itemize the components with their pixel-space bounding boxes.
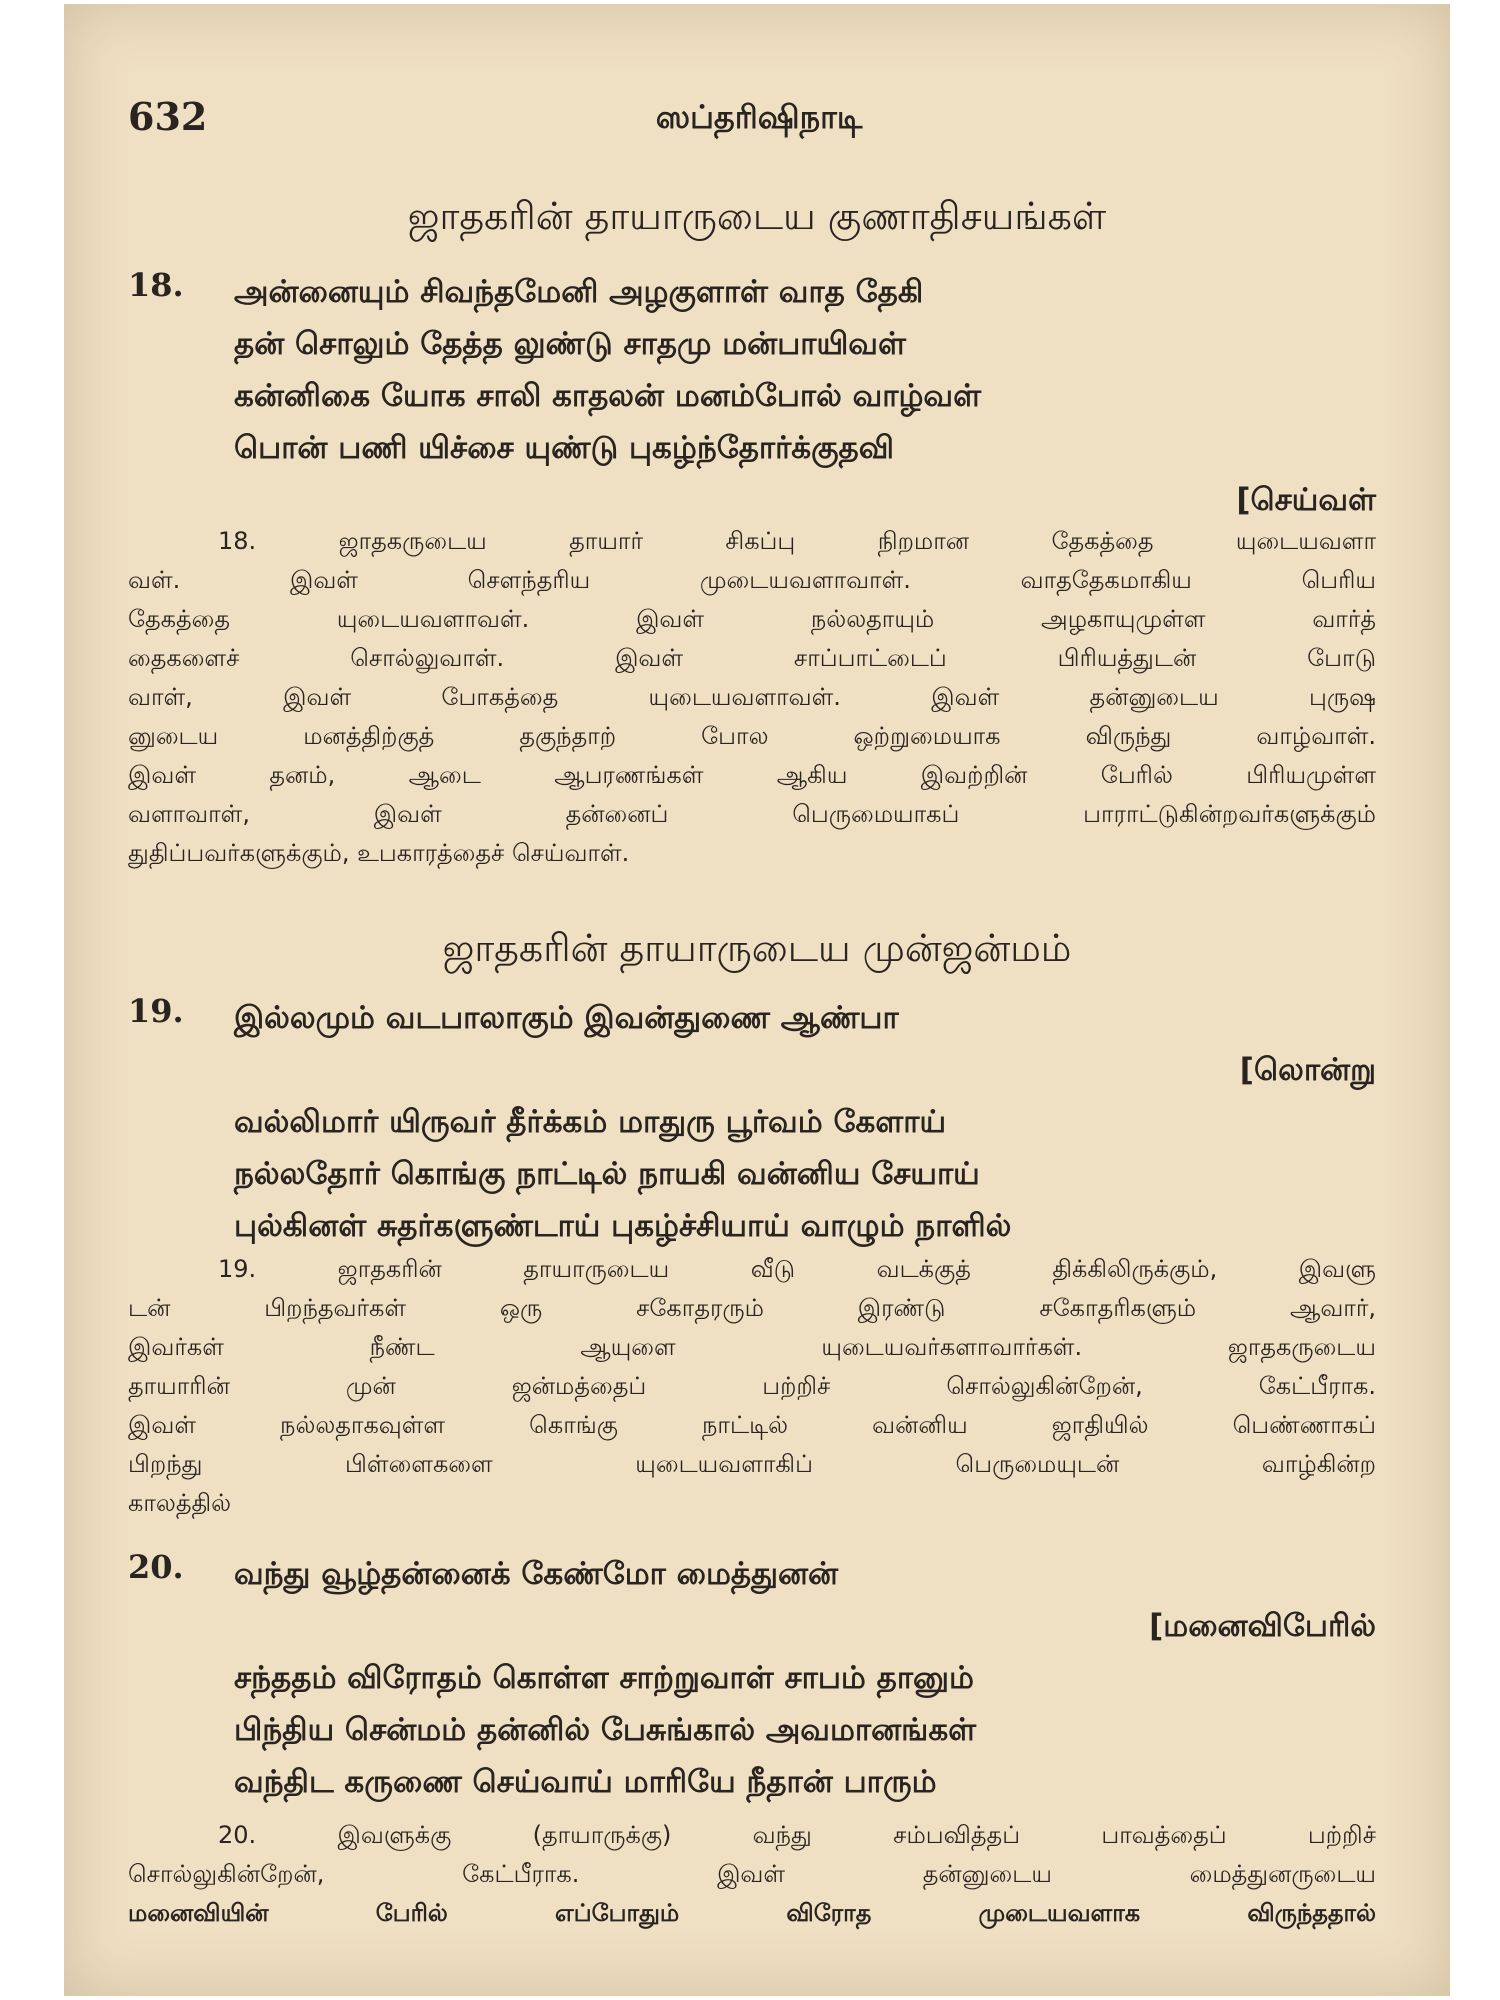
commentary-line: காலத்தில் bbox=[128, 1489, 232, 1517]
section-heading: ஜாதகரின் தாயாருடைய முன்ஜன்மம் bbox=[442, 926, 1072, 970]
verse-line: [லொன்று bbox=[1239, 1052, 1376, 1088]
verse-line: இல்லமும் வடபாலாகும் இவன்துணை ஆண்பா bbox=[234, 1000, 899, 1036]
commentary-line: இவள் நல்லதாகவுள்ள கொங்கு நாட்டில் வன்னிய ஜாதியில் பெண்ணாகப் bbox=[128, 1411, 1376, 1439]
verse-line: பொன் பணி யிச்சை யுண்டு புகழ்ந்தோர்க்குதவி bbox=[234, 430, 894, 466]
page-header bbox=[128, 94, 1390, 144]
verse-line: வந்து வூழ்தன்னைக் கேண்மோ மைத்துனன் bbox=[234, 1556, 839, 1592]
commentary-19 bbox=[128, 1250, 1376, 1523]
verse-number: 20. bbox=[128, 1548, 184, 1586]
commentary-line: தேகத்தை யுடையவளாவள். இவள் நல்லதாயும் அழகாயுமுள்ள வார்த் bbox=[128, 605, 1376, 633]
commentary-line: வள். இவள் சௌந்தரிய முடையவளாவாள். வாததேகமாகிய பெரிய bbox=[128, 566, 1376, 594]
verse-line: [செய்வள் bbox=[1236, 482, 1376, 518]
section-heading: ஜாதகரின் தாயாருடைய குணாதிசயங்கள் bbox=[407, 194, 1107, 238]
commentary-line: மனைவியின் பேரில் எப்போதும் விரோத முடையவளாக விருந்ததால் bbox=[128, 1899, 1376, 1927]
commentary-line: தாயாரின் முன் ஜன்மத்தைப் பற்றிச் சொல்லுகின்றேன், கேட்பீராக. bbox=[128, 1372, 1376, 1400]
verse-line: புல்கினள் சுதர்களுண்டாய் புகழ்ச்சியாய் வாழும் நாளில் bbox=[234, 1208, 1012, 1244]
book-page bbox=[64, 4, 1450, 1996]
verse-line: கன்னிகை யோக சாலி காதலன் மனம்போல் வாழ்வள் bbox=[234, 378, 982, 414]
verse-line: பிந்திய சென்மம் தன்னில் பேசுங்கால் அவமானங்கள் bbox=[234, 1712, 977, 1748]
commentary-line: இவள் தனம், ஆடை ஆபரணங்கள் ஆகிய இவற்றின் பேரில் பிரியமுள்ள bbox=[128, 761, 1376, 789]
verse-number: 18. bbox=[128, 266, 184, 304]
book-title: ஸப்தரிஷிநாடி bbox=[655, 98, 863, 136]
verse-line: நல்லதோர் கொங்கு நாட்டில் நாயகி வன்னிய சேயாய் bbox=[234, 1156, 980, 1192]
verse-line: [மனைவிபேரில் bbox=[1149, 1608, 1376, 1644]
verse-line: தன் சொலும் தேத்த லுண்டு சாதமு மன்பாயிவள் bbox=[234, 326, 906, 362]
commentary-line: பிறந்து பிள்ளைகளை யுடையவளாகிப் பெருமையுடன் வாழ்கின்ற bbox=[128, 1450, 1376, 1478]
commentary-line: தைகளைச் சொல்லுவாள். இவள் சாப்பாட்டைப் பிரியத்துடன் போடு bbox=[128, 644, 1376, 672]
commentary-line: னுடைய மனத்திற்குத் தகுந்தாற் போல ஒற்றுமையாக விருந்து வாழ்வாள். bbox=[128, 722, 1376, 750]
commentary-line: 18. ஜாதகருடைய தாயார் சிகப்பு நிறமான தேகத்தை யுடையவளா bbox=[218, 527, 1376, 555]
commentary-line: வளாவாள், இவள் தன்னைப் பெருமையாகப் பாராட்டுகின்றவர்களுக்கும் bbox=[128, 800, 1376, 828]
page-number: 632 bbox=[128, 94, 208, 139]
verse-line: அன்னையும் சிவந்தமேனி அழகுளாள் வாத தேகி bbox=[234, 274, 924, 310]
verse-line: வல்லிமார் யிருவர் தீர்க்கம் மாதுரு பூர்வம் கேளாய் bbox=[234, 1104, 947, 1140]
commentary-line: டன் பிறந்தவர்கள் ஒரு சகோதரரும் இரண்டு சகோதரிகளும் ஆவார், bbox=[128, 1294, 1376, 1322]
commentary-line: 20. இவளுக்கு (தாயாருக்கு) வந்து சம்பவித்தப் பாவத்தைப் பற்றிச் bbox=[218, 1821, 1376, 1849]
commentary-line: இவர்கள் நீண்ட ஆயுளை யுடையவர்களாவார்கள். ஜாதகருடைய bbox=[128, 1333, 1376, 1361]
verse-line: சந்ததம் விரோதம் கொள்ள சாற்றுவாள் சாபம் தானும் bbox=[234, 1660, 974, 1696]
verse-number: 19. bbox=[128, 992, 184, 1030]
commentary-line: வாள், இவள் போகத்தை யுடையவளாவள். இவள் தன்னுடைய புருஷ bbox=[128, 683, 1376, 711]
commentary-line: 19. ஜாதகரின் தாயாருடைய வீடு வடக்குத் திக்கிலிருக்கும், இவளு bbox=[218, 1255, 1376, 1283]
commentary-18 bbox=[128, 522, 1376, 873]
verse-line: வந்திட கருணை செய்வாய் மாரியே நீதான் பாரும் bbox=[234, 1764, 937, 1800]
commentary-line: துதிப்பவர்களுக்கும், உபகாரத்தைச் செய்வாள். bbox=[128, 839, 630, 867]
commentary-line: சொல்லுகின்றேன், கேட்பீராக. இவள் தன்னுடைய மைத்துனருடைய bbox=[128, 1860, 1376, 1888]
commentary-20 bbox=[128, 1816, 1376, 1933]
